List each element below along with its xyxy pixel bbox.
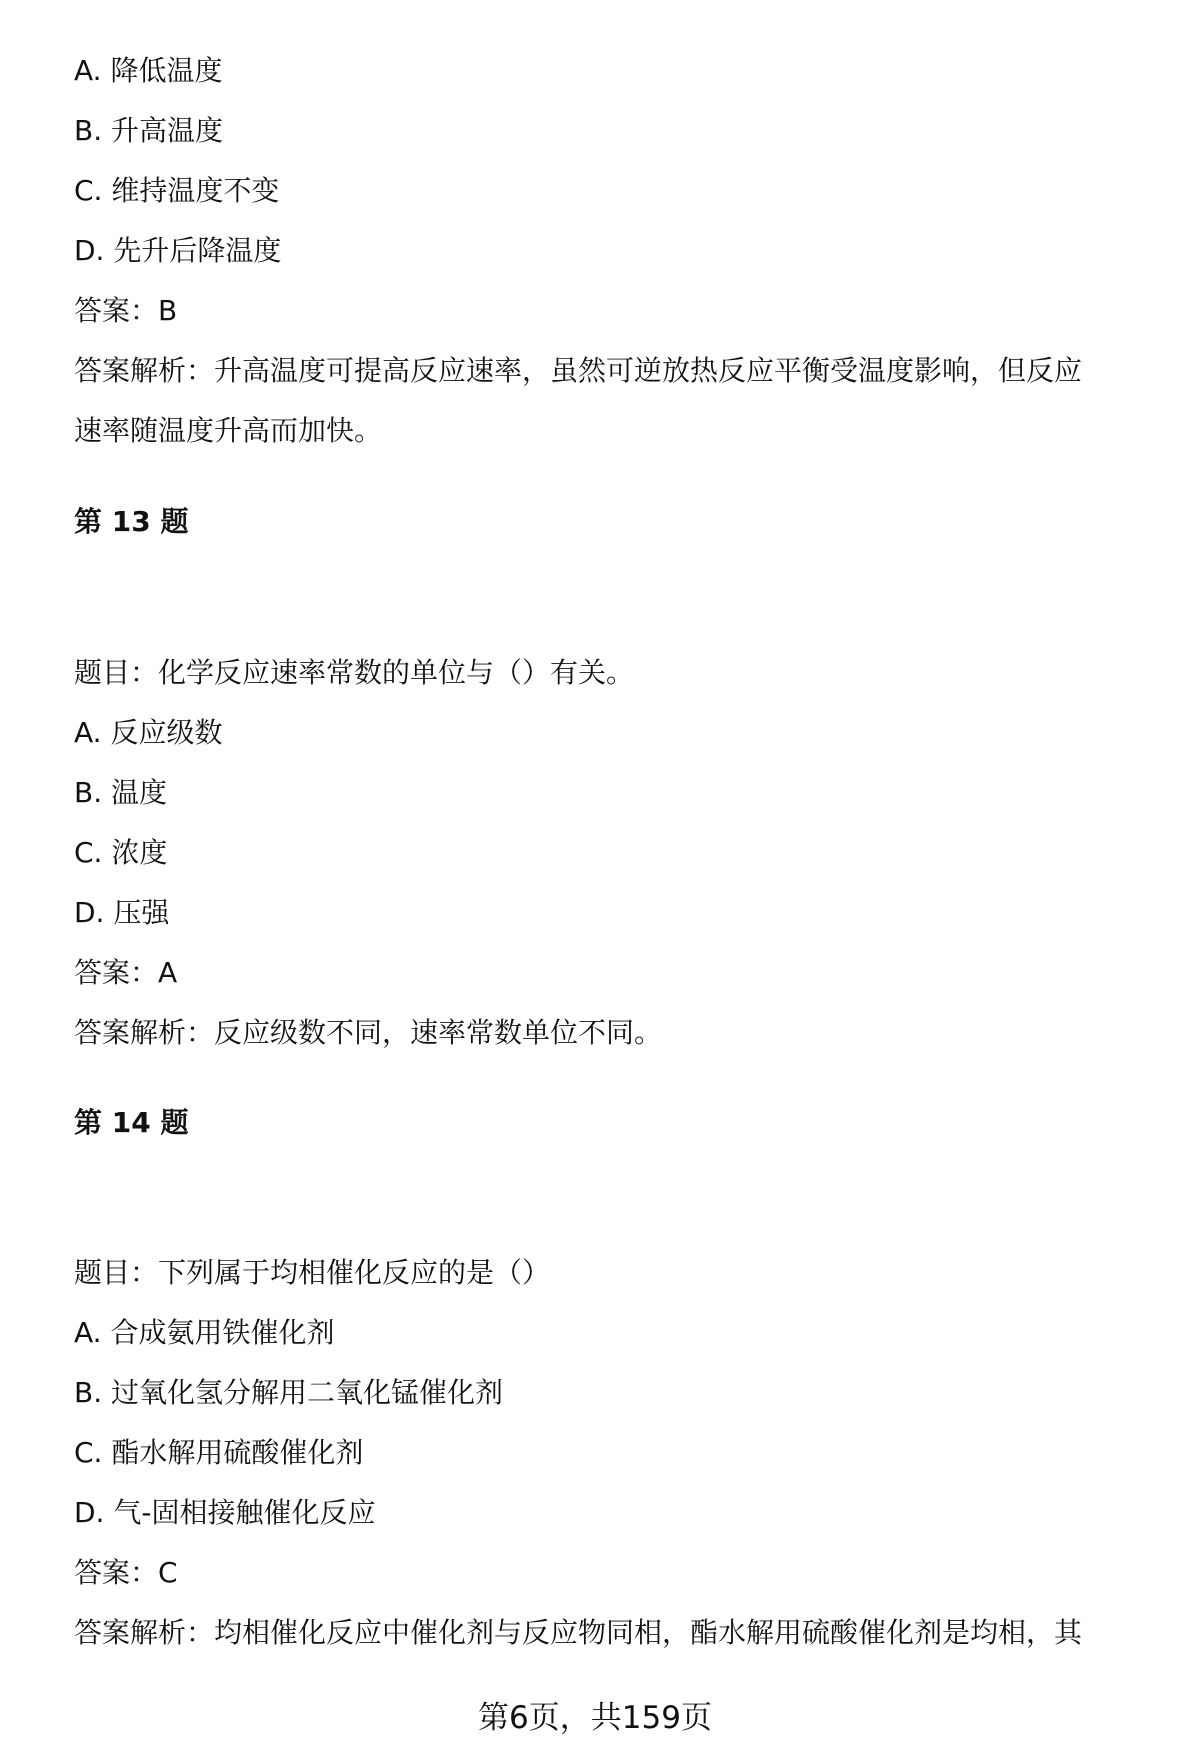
explanation-text: 答案解析：反应级数不同，速率常数单位不同。: [74, 1016, 663, 1049]
option-b: B. 过氧化氢分解用二氧化锰催化剂: [74, 1376, 504, 1409]
option-b: B. 温度: [74, 776, 168, 809]
question-heading: 第 13 题: [74, 505, 189, 538]
option-a: A. 合成氨用铁催化剂: [74, 1316, 335, 1349]
question-heading: 第 14 题: [74, 1106, 189, 1139]
option-c: C. 酯水解用硫酸催化剂: [74, 1436, 364, 1469]
option-b: B. 升高温度: [74, 114, 224, 147]
option-a: A. 降低温度: [74, 54, 223, 87]
question-text: 题目：化学反应速率常数的单位与（）有关。: [74, 656, 635, 689]
explanation-text-continued: 速率随温度升高而加快。: [74, 414, 383, 447]
option-d: D. 压强: [74, 896, 170, 929]
option-a: A. 反应级数: [74, 716, 223, 749]
explanation-text: 答案解析：均相催化反应中催化剂与反应物同相，酯水解用硫酸催化剂是均相，其: [74, 1616, 1083, 1649]
option-c: C. 维持温度不变: [74, 174, 280, 207]
question-text: 题目：下列属于均相催化反应的是（）: [74, 1256, 551, 1289]
option-c: C. 浓度: [74, 836, 168, 869]
answer-text: 答案：B: [74, 294, 178, 327]
explanation-text: 答案解析：升高温度可提高反应速率，虽然可逆放热反应平衡受温度影响，但反应: [74, 354, 1083, 387]
page-number-footer: 第6页，共159页: [478, 1700, 712, 1736]
option-d: D. 气-固相接触催化反应: [74, 1496, 376, 1529]
answer-text: 答案：A: [74, 956, 178, 989]
answer-text: 答案：C: [74, 1556, 178, 1589]
option-d: D. 先升后降温度: [74, 234, 282, 267]
